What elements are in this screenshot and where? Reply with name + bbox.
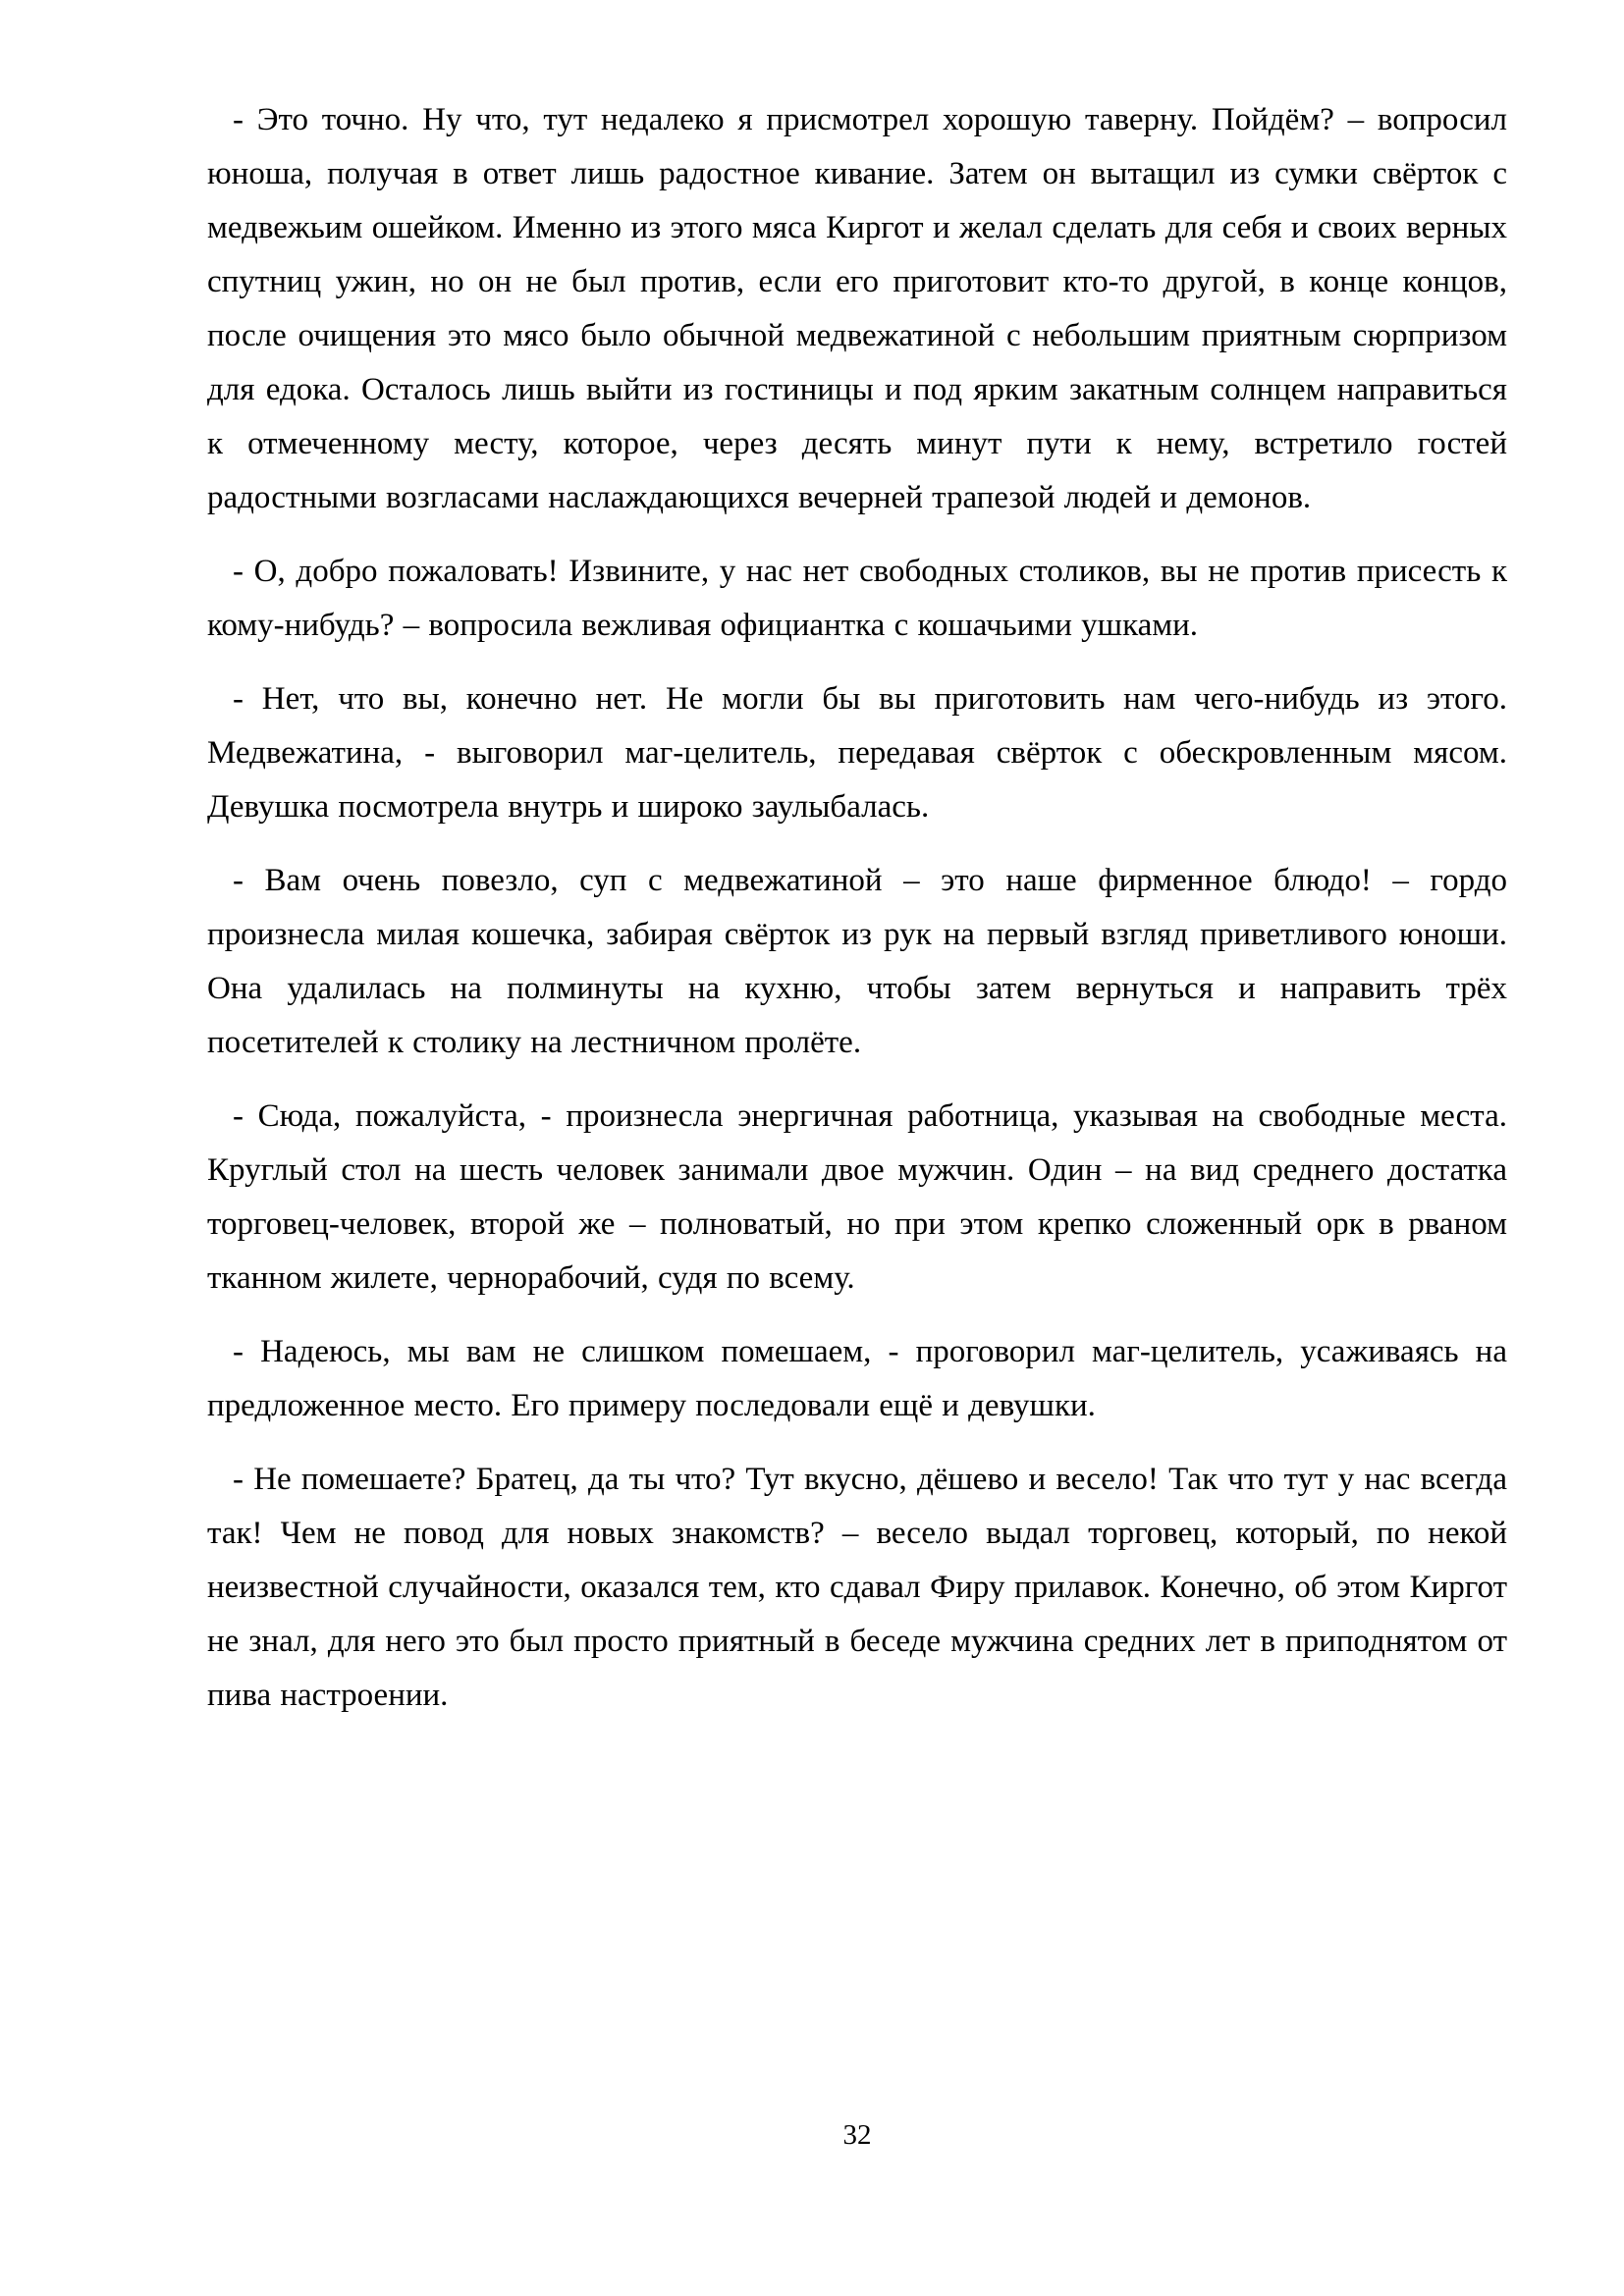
paragraph: - Нет, что вы, конечно нет. Не могли бы вы приготовить нам чего-нибудь из этого. Медвежатина, - выговорил маг-целитель, передавая свёрток с обескровленным мясом. Девушка посмотрела внутрь и широко заулыбалась.: [207, 681, 1507, 825]
page-footer: [207, 2118, 1507, 2152]
paragraph: - О, добро пожаловать! Извините, у нас нет свободных столиков, вы не против присесть к кому-нибудь? – вопросила вежливая официантка с кошачьими ушками.: [207, 554, 1507, 643]
paragraph: - Вам очень повезло, суп с медвежатиной – это наше фирменное блюдо! – гордо произнесла милая кошечка, забирая свёрток из рук на первый взгляд приветливого юноши. Она удалилась на полминуты на кухню, чтобы затем вернуться и направить трёх посетителей к столику на лестничном пролёте.: [207, 863, 1507, 1060]
paragraph: - Не помешаете? Братец, да ты что? Тут вкусно, дёшево и весело! Так что тут у нас всегда так! Чем не повод для новых знакомств? – весело выдал торговец, который, по некой неизвестной случайности, оказался тем, кто сдавал Фиру прилавок. Конечно, об этом Киргот не знал, для него это был просто приятный в беседе мужчина средних лет в приподнятом от пива настроении.: [207, 1462, 1507, 1713]
paragraph: - Надеюсь, мы вам не слишком помешаем, - проговорил маг-целитель, усаживаясь на предложенное место. Его примеру последовали ещё и девушки.: [207, 1334, 1507, 1423]
page-content: [207, 93, 1507, 1742]
paragraph: - Это точно. Ну что, тут недалеко я присмотрел хорошую таверну. Пойдём? – вопросил юноша, получая в ответ лишь радостное кивание. Затем он вытащил из сумки свёрток с медвежьим ошейком. Именно из этого мяса Киргот и желал сделать для себя и своих верных спутниц ужин, но он не был против, если его приготовит кто-то другой, в конце концов, после очищения это мясо было обычной медвежатиной с небольшим приятным сюрпризом для едока. Осталось лишь выйти из гостиницы и под ярким закатным солнцем направиться к отмеченному месту, которое, через десять минут пути к нему, встретило гостей радостными возгласами наслаждающихся вечерней трапезой людей и демонов.: [207, 102, 1507, 515]
page-number: 32: [842, 2119, 872, 2151]
paragraph: - Сюда, пожалуйста, - произнесла энергичная работница, указывая на свободные места. Круглый стол на шесть человек занимали двое мужчин. Один – на вид среднего достатка торговец-человек, второй же – полноватый, но при этом крепко сложенный орк в рваном тканном жилете, чернорабочий, судя по всему.: [207, 1098, 1507, 1296]
